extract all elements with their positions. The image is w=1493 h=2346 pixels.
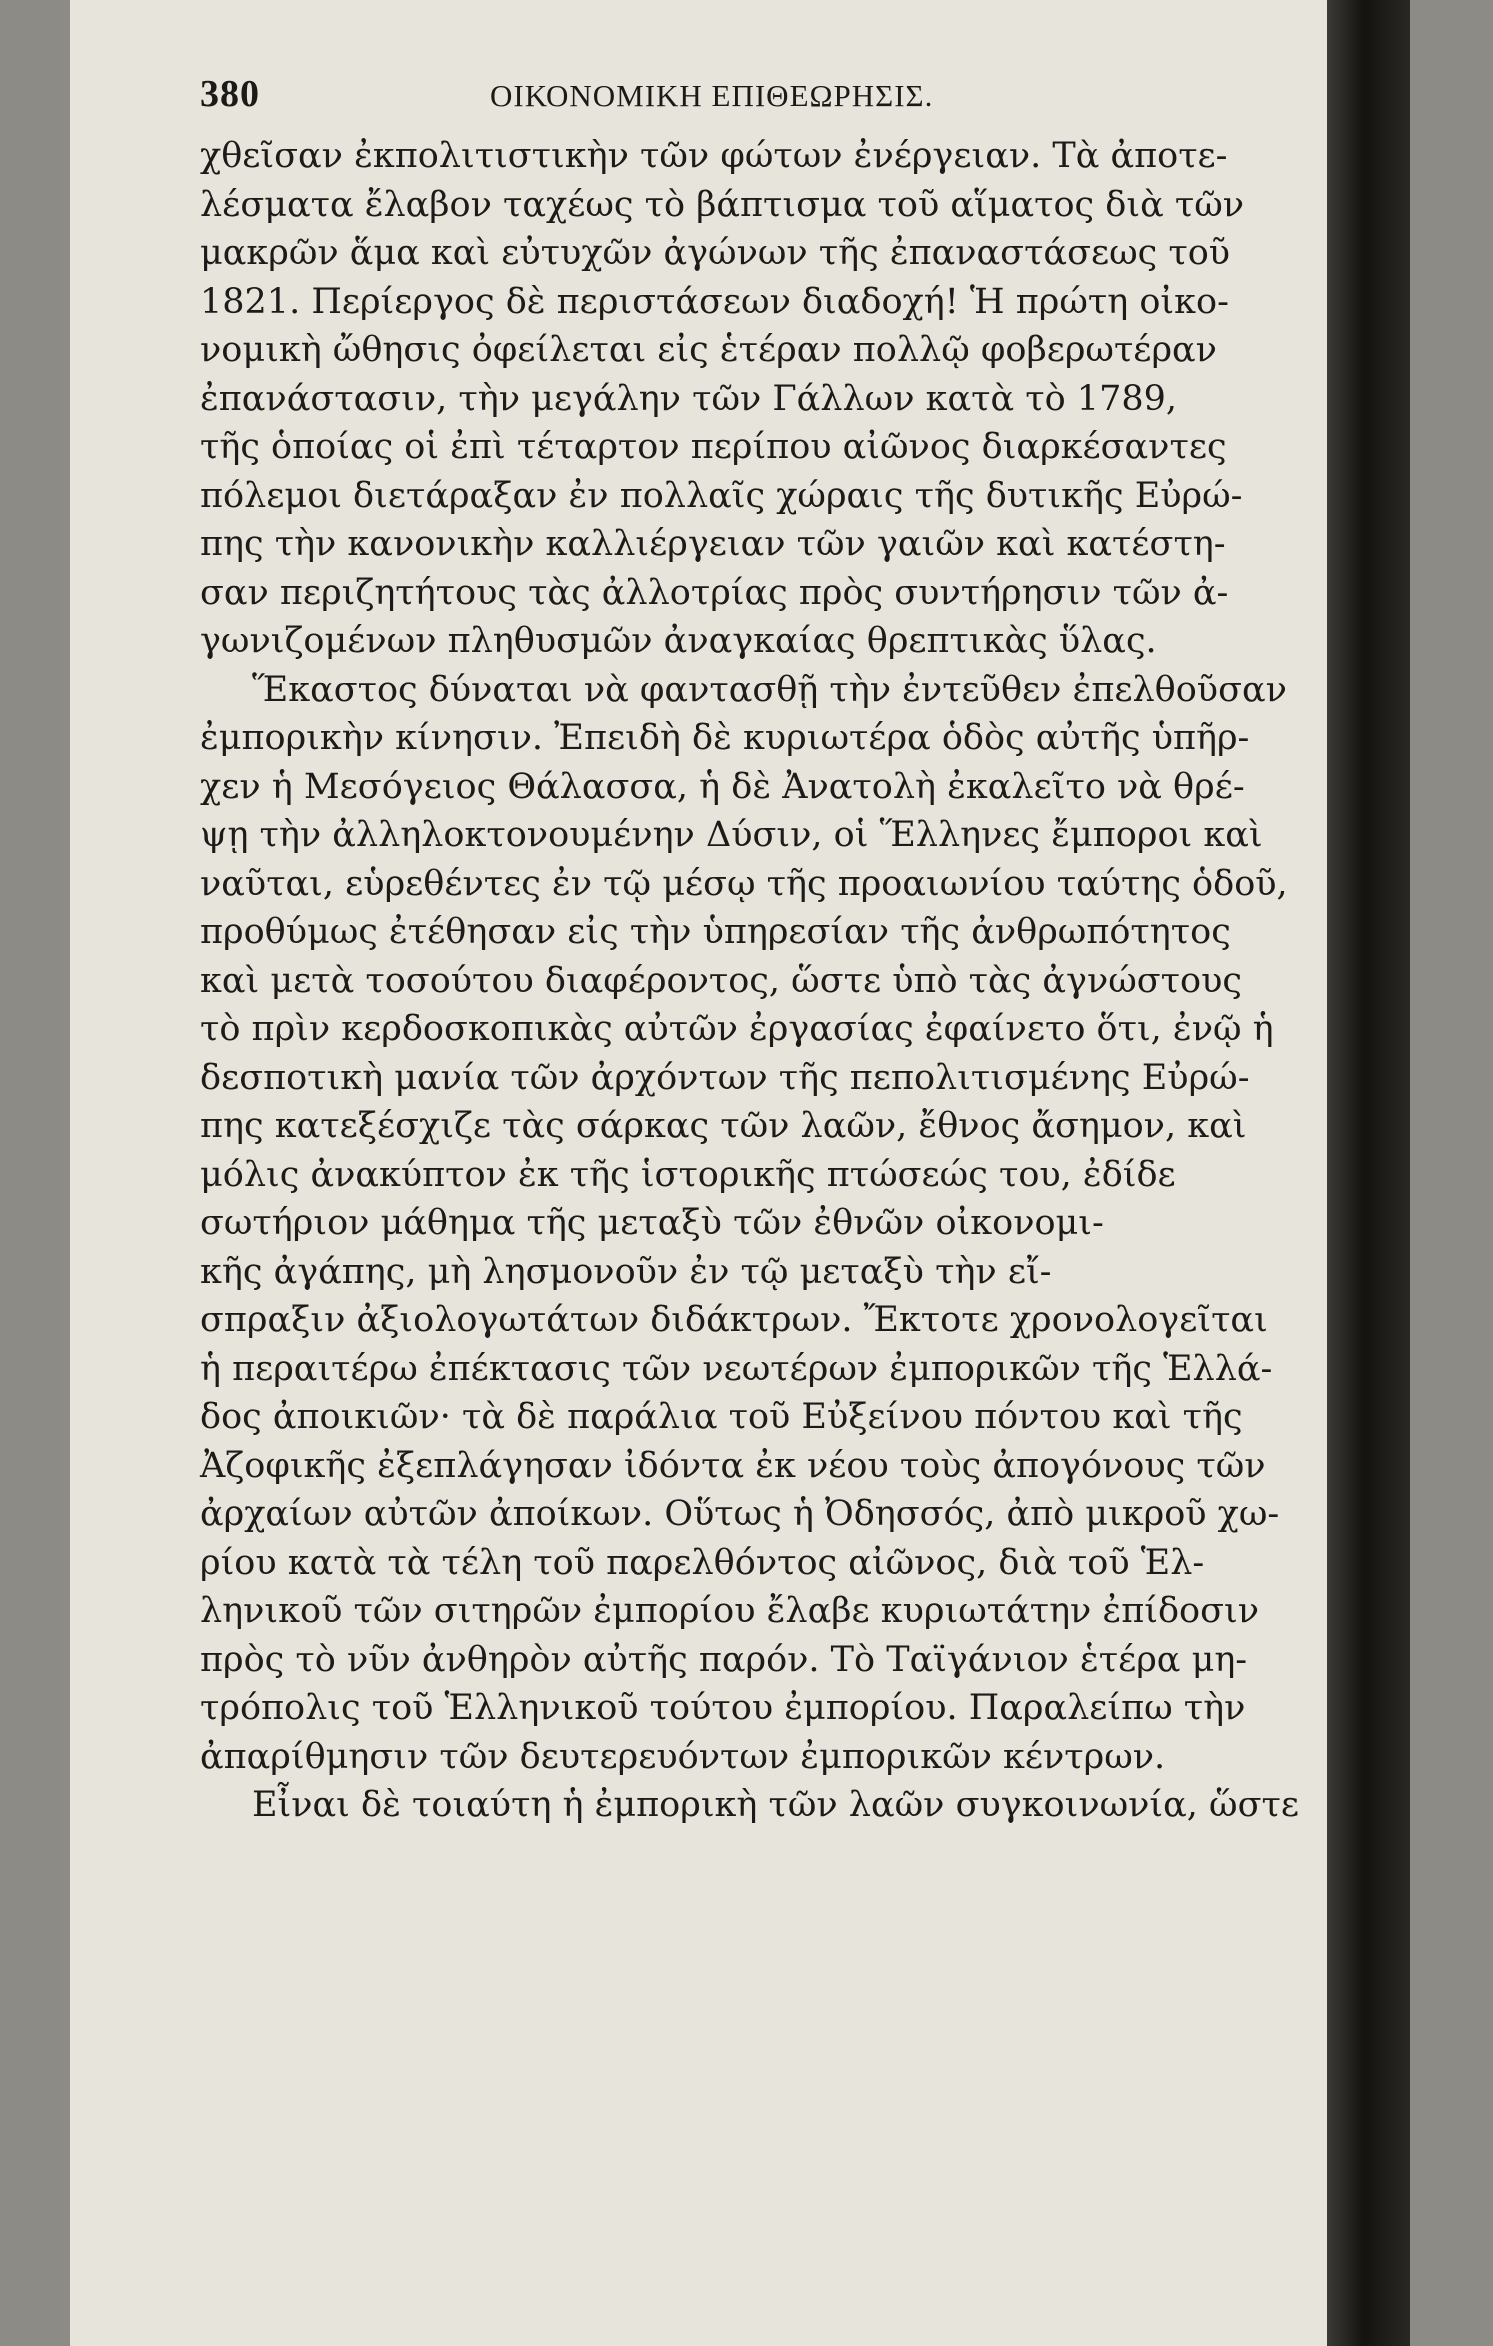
text-line: γωνιζομένων πληθυσμῶν ἀναγκαίας θρεπτικὰς ὕλας.: [200, 621, 1157, 661]
text-line: προθύμως ἐτέθησαν εἰς τὴν ὑπηρεσίαν τῆς ἀνθρωπότητος: [200, 912, 1231, 952]
text-line: ληνικοῦ τῶν σιτηρῶν ἐμπορίου ἔλαβε κυριωτάτην ἐπίδοσιν: [200, 1591, 1260, 1631]
text-line: Ἀζοφικῆς ἐξεπλάγησαν ἰδόντα ἐκ νέου τοὺς ἀπογόνους τῶν: [200, 1445, 1266, 1486]
text-line: νομικὴ ὤθησις ὀφείλεται εἰς ἑτέραν πολλῷ φοβερωτέραν: [200, 330, 1217, 370]
text-line: χθεῖσαν ἐκπολιτιστικὴν τῶν φώτων ἐνέργειαν. Τὰ ἀποτε-: [200, 136, 1228, 176]
text-line: πόλεμοι διετάραξαν ἐν πολλαῖς χώραις τῆς δυτικῆς Εὐρώ-: [200, 475, 1243, 516]
text-line: ἐμπορικὴν κίνησιν. Ἐπειδὴ δὲ κυριωτέρα ὁδὸς αὐτῆς ὑπῆρ-: [200, 718, 1250, 758]
running-title: ΟΙΚΟΝΟΜΙΚΗ ΕΠΙΘΕΩΡΗΣΙΣ.: [490, 78, 934, 113]
text-line: ἀπαρίθμησιν τῶν δευτερευόντων ἐμπορικῶν κέντρων.: [200, 1736, 1166, 1777]
text-line: τῆς ὁποίας οἱ ἐπὶ τέταρτον περίπου αἰῶνος διαρκέσαντες: [200, 427, 1227, 467]
text-line: χεν ἡ Μεσόγειος Θάλασσα, ἡ δὲ Ἀνατολὴ ἐκαλεῖτο νὰ θρέ-: [200, 766, 1245, 807]
text-line: ρίου κατὰ τὰ τέλη τοῦ παρελθόντος αἰῶνος, διὰ τοῦ Ἑλ-: [200, 1542, 1205, 1583]
text-line: ἐπανάστασιν, τὴν μεγάλην τῶν Γάλλων κατὰ τὸ 1789,: [200, 378, 1178, 419]
text-line: τὸ πρὶν κερδοσκοπικὰς αὐτῶν ἐργασίας ἐφαίνετο ὅτι, ἐνῷ ἡ: [200, 1009, 1274, 1049]
text-line: σπραξιν ἀξιολογωτάτων διδάκτρων. Ἔκτοτε χρονολογεῖται: [200, 1300, 1268, 1340]
text-line: τρόπολις τοῦ Ἑλληνικοῦ τούτου ἐμπορίου. Παραλείπω τὴν: [200, 1688, 1246, 1728]
text-line: λέσματα ἔλαβον ταχέως τὸ βάπτισμα τοῦ αἵματος διὰ τῶν: [200, 184, 1245, 225]
page-header: [200, 72, 1310, 132]
text-line: ἀρχαίων αὐτῶν ἀποίκων. Οὕτως ἡ Ὀδησσός, ἀπὸ μικροῦ χω-: [200, 1494, 1280, 1534]
text-line: ψῃ τὴν ἀλληλοκτονουμένην Δύσιν, οἱ Ἕλληνες ἔμποροι καὶ: [200, 815, 1263, 855]
text-line: σαν περιζητήτους τὰς ἀλλοτρίας πρὸς συντήρησιν τῶν ἀ-: [200, 572, 1229, 613]
text-line: πης τὴν κανονικὴν καλλιέργειαν τῶν γαιῶν καὶ κατέστη-: [200, 524, 1226, 564]
text-line: καὶ μετὰ τοσούτου διαφέροντος, ὥστε ὑπὸ τὰς ἀγνώστους: [200, 960, 1242, 1001]
text-line: κῆς ἀγάπης, μὴ λησμονοῦν ἐν τῷ μεταξὺ τὴν εἴ-: [200, 1251, 1052, 1292]
text-line: σωτήριον μάθημα τῆς μεταξὺ τῶν ἐθνῶν οἰκονομι-: [200, 1203, 1104, 1243]
text-line: μόλις ἀνακύπτον ἐκ τῆς ἱστορικῆς πτώσεώς του, ἐδίδε: [200, 1154, 1176, 1195]
text-line: ναῦται, εὑρεθέντες ἐν τῷ μέσῳ τῆς προαιωνίου ταύτης ὁδοῦ,: [200, 863, 1288, 904]
page-number: 380: [200, 73, 260, 115]
text-line: δεσποτικὴ μανία τῶν ἀρχόντων τῆς πεπολιτισμένης Εὐρώ-: [200, 1057, 1250, 1098]
paragraph-start-line: Εἶναι δὲ τοιαύτη ἡ ἐμπορικὴ τῶν λαῶν συγκοινωνία, ὥστε: [252, 1785, 1299, 1825]
text-line: πης κατεξέσχιζε τὰς σάρκας τῶν λαῶν, ἔθνος ἄσημον, καὶ: [200, 1106, 1247, 1146]
book-page: [70, 0, 1410, 2346]
text-line: ἡ περαιτέρω ἐπέκτασις τῶν νεωτέρων ἐμπορικῶν τῆς Ἑλλά-: [200, 1348, 1273, 1389]
text-line: μακρῶν ἅμα καὶ εὐτυχῶν ἀγώνων τῆς ἐπαναστάσεως τοῦ: [200, 233, 1231, 273]
text-line: 1821. Περίεργος δὲ περιστάσεων διαδοχή! Ἡ πρώτη οἰκο-: [200, 281, 1229, 322]
text-line: πρὸς τὸ νῦν ἀνθηρὸν αὐτῆς παρόν. Τὸ Ταϊγάνιον ἑτέρα μη-: [200, 1639, 1248, 1680]
paragraph-start-line: Ἕκαστος δύναται νὰ φαντασθῇ τὴν ἐντεῦθεν ἐπελθοῦσαν: [252, 669, 1287, 710]
book-spine-shadow: [1327, 0, 1410, 2346]
body-text: [200, 132, 1380, 1830]
text-line: δος ἀποικιῶν· τὰ δὲ παράλια τοῦ Εὐξείνου πόντου καὶ τῆς: [200, 1397, 1243, 1437]
